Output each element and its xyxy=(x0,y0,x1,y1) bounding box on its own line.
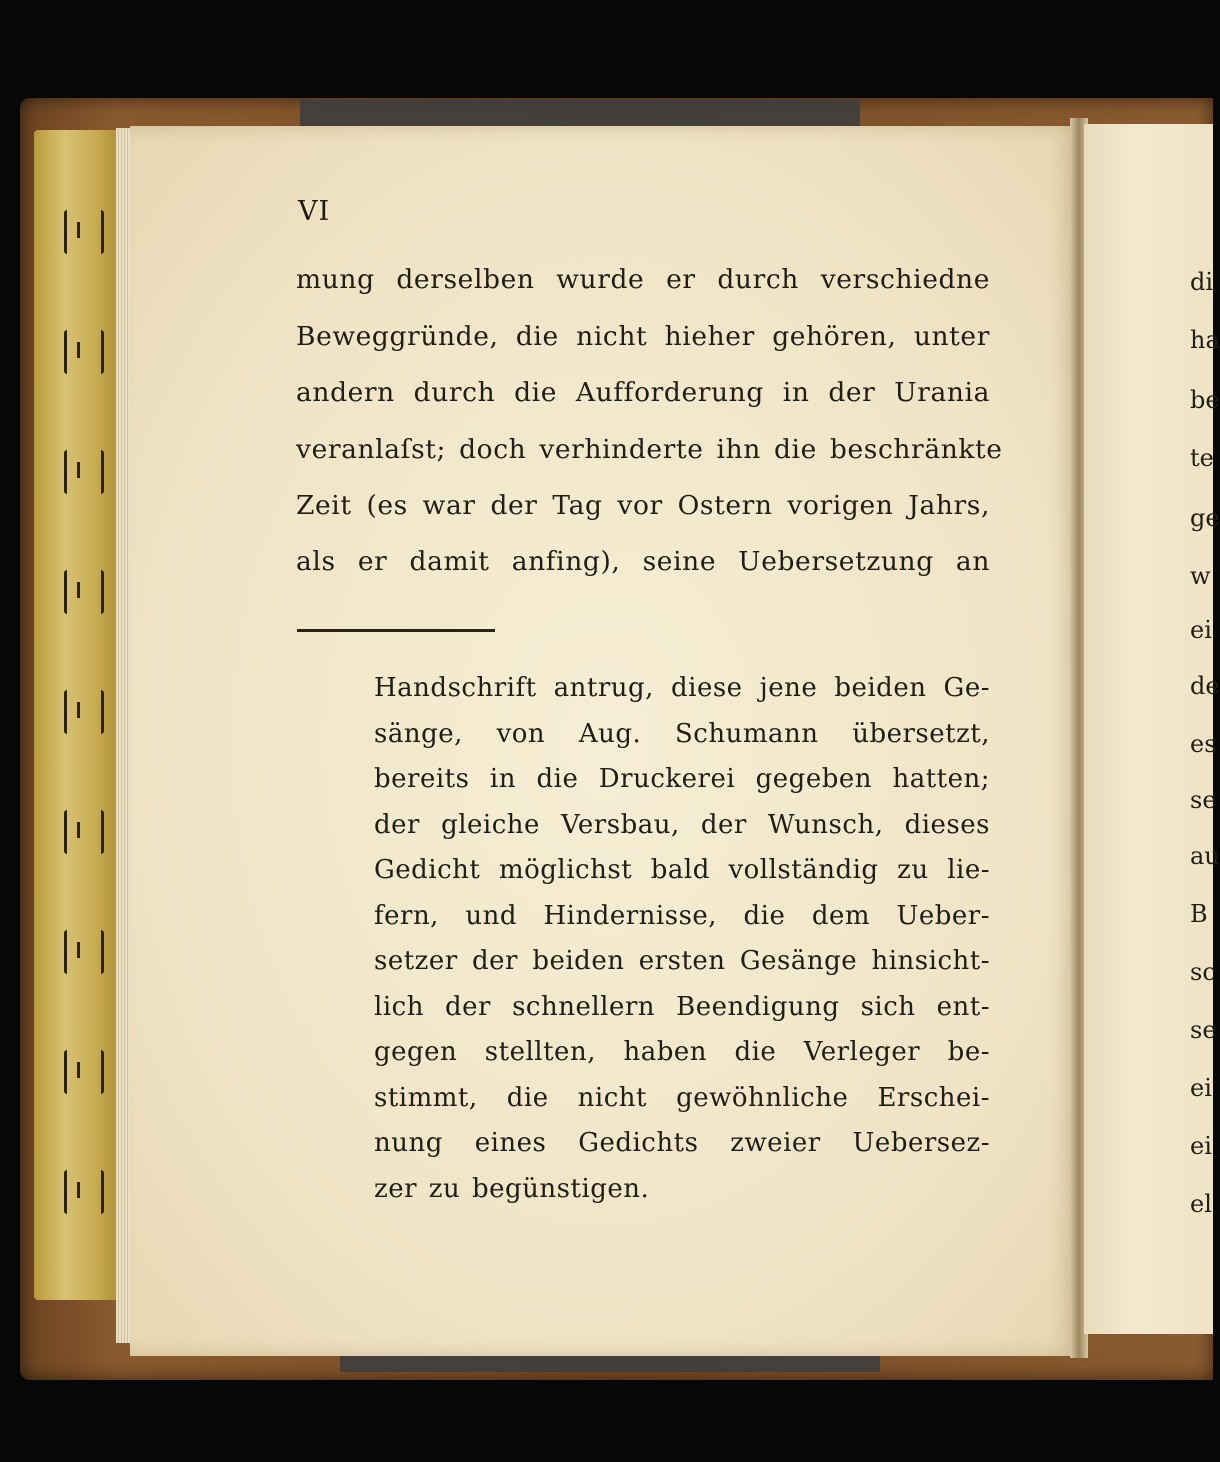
facing-page-fragment: ha xyxy=(1190,326,1220,354)
facing-page-fragment: ei xyxy=(1190,1132,1212,1160)
footnote-line: bereits in die Druckerei gegeben hatten; xyxy=(374,764,990,794)
body-line: veranlaſst; doch verhinderte ihn die beschränkte xyxy=(296,434,1003,465)
footnote-line: der gleiche Versbau, der Wunsch, dieses xyxy=(374,810,990,840)
facing-page-fragment: B xyxy=(1190,900,1208,928)
facing-page-fragment: di xyxy=(1190,268,1214,296)
footnote-line: Gedicht möglichst bald vollständig zu lie- xyxy=(374,855,990,885)
facing-page-fragment: de xyxy=(1190,672,1220,700)
footnote-line: setzer der beiden ersten Gesänge hinsicht- xyxy=(374,946,990,976)
footnote-line: Handschrift antrug, diese jene beiden Ge- xyxy=(374,673,990,703)
body-line: Beweggründe, die nicht hieher gehören, unter xyxy=(296,321,990,352)
facing-page-fragment: se xyxy=(1190,786,1217,814)
footnote-line: nung eines Gedichts zweier Uebersez- xyxy=(374,1128,990,1158)
facing-page-fragment: el xyxy=(1190,1190,1212,1218)
body-line: Zeit (es war der Tag vor Ostern vorigen Jahrs, xyxy=(296,490,990,521)
ornament-icon xyxy=(64,1050,104,1094)
ornament-icon xyxy=(64,570,104,614)
ornament-icon xyxy=(64,930,104,974)
body-line: als er damit anfing), seine Uebersetzung an xyxy=(296,546,990,577)
facing-page-fragment: be xyxy=(1190,386,1220,414)
facing-page-fragment: w xyxy=(1190,562,1211,590)
cover-trim-top xyxy=(300,100,860,128)
footnote-line: sänge, von Aug. Schumann übersetzt, xyxy=(374,719,990,749)
facing-page-fragment: sc xyxy=(1190,958,1216,986)
facing-page-fragment: ei xyxy=(1190,1074,1212,1102)
facing-page-fragment: se xyxy=(1190,1016,1217,1044)
facing-page-fragment: ei xyxy=(1190,616,1212,644)
footnote-rule xyxy=(297,629,495,632)
footnote-line: stimmt, die nicht gewöhnliche Erschei- xyxy=(374,1083,990,1113)
footnote-line: zer zu begünstigen. xyxy=(374,1174,650,1204)
body-line: andern durch die Aufforderung in der Urania xyxy=(296,377,990,408)
ornament-icon xyxy=(64,810,104,854)
footnote-line: fern, und Hindernisse, die dem Ueber- xyxy=(374,901,990,931)
ornament-icon xyxy=(64,450,104,494)
facing-page-fragment: es xyxy=(1190,730,1217,758)
body-line: mung derselben wurde er durch verschiedne xyxy=(296,264,990,295)
facing-page-fragment: te xyxy=(1190,444,1214,472)
ornament-icon xyxy=(64,1170,104,1214)
footnote-line: gegen stellten, haben die Verleger be- xyxy=(374,1037,990,1067)
ornament-icon xyxy=(64,690,104,734)
facing-page-fragment: au xyxy=(1190,842,1220,870)
ornament-icon xyxy=(64,210,104,254)
page-number: VI xyxy=(298,196,331,227)
footnote-line: lich der schnellern Beendigung sich ent- xyxy=(374,992,990,1022)
ornament-icon xyxy=(64,330,104,374)
facing-page-fragment: ge xyxy=(1190,504,1220,532)
